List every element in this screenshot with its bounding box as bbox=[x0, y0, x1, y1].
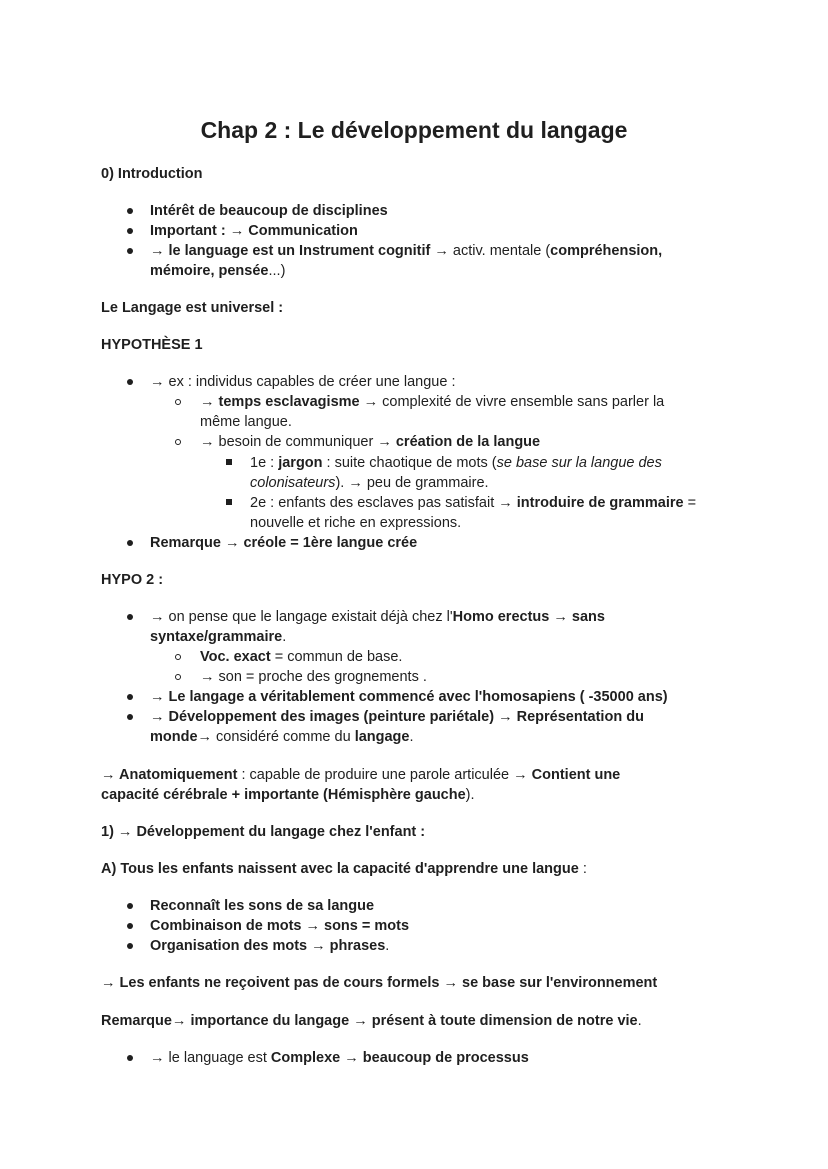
sectionA-heading bbox=[101, 859, 587, 879]
section1-heading: 1) → Développement du langage chez l'enfant : bbox=[101, 824, 426, 840]
remark2-line bbox=[101, 1011, 642, 1031]
intro-item-2-value: Communication bbox=[248, 223, 358, 239]
bullet-dot bbox=[127, 228, 133, 234]
intro-item-2 bbox=[150, 221, 358, 241]
children-line: → Les enfants ne reçoivent pas de cours formels → se base sur l'environnement bbox=[101, 975, 658, 991]
anatomy-line1 bbox=[101, 765, 620, 785]
anatomy-line2 bbox=[101, 785, 475, 805]
text: : capable de produire une parole bbox=[237, 767, 455, 783]
intro-item-1: Intérêt de beaucoup de disciplines bbox=[150, 203, 388, 219]
text: . bbox=[409, 729, 414, 745]
text: . bbox=[385, 938, 390, 954]
text-bold: → introduire de grammaire bbox=[498, 495, 684, 511]
bullet-circle bbox=[175, 654, 181, 660]
hypo2-sub1 bbox=[200, 647, 402, 667]
text: = bbox=[683, 495, 697, 511]
hypo1-heading: HYPOTHÈSE 1 bbox=[101, 337, 203, 353]
bullet-square bbox=[226, 459, 232, 465]
text-bold: → Anatomiquement bbox=[101, 767, 238, 783]
bullet-dot bbox=[127, 208, 133, 214]
hypo2-line3: → Développement des images (peinture pariétale) → Représentation du bbox=[150, 709, 644, 725]
text: ). → peu de grammaire. bbox=[335, 475, 489, 491]
text: . bbox=[282, 629, 287, 645]
hypo2-sub2: → son = proche des grognements . bbox=[200, 669, 427, 685]
text: 2e : enfants des esclaves pas satisfait bbox=[250, 495, 499, 511]
text: . bbox=[637, 1013, 642, 1029]
bullet-dot bbox=[127, 379, 133, 385]
hypo1-sq1-cont bbox=[250, 473, 489, 493]
hypo2-line3-cont bbox=[150, 727, 414, 747]
intro-item-3-cont bbox=[150, 261, 285, 281]
text: articulée bbox=[454, 767, 510, 783]
text-bold: Voc. exact bbox=[200, 649, 271, 665]
bullet-circle bbox=[175, 399, 181, 405]
intro-item-2-label: Important : → bbox=[150, 223, 249, 239]
hypo1-sub1 bbox=[200, 392, 664, 412]
page-title: Chap 2 : Le développement du langage bbox=[200, 117, 628, 143]
last-line bbox=[150, 1048, 529, 1068]
text: → le language est bbox=[150, 1050, 271, 1066]
text-bold: syntaxe/grammaire bbox=[150, 629, 283, 645]
sectionA-item-1: Reconnaît les sons de sa langue bbox=[150, 898, 375, 914]
hypo2-line2: → Le langage a véritablement commencé avec l'homosapiens ( -35000 ans) bbox=[150, 689, 668, 705]
text-italic: se base sur la langue des bbox=[496, 455, 662, 471]
text-italic: colonisateurs bbox=[250, 475, 336, 491]
text: : suite chaotique de mots ( bbox=[322, 455, 497, 471]
hypo1-sq1 bbox=[250, 453, 662, 473]
bullet-dot bbox=[127, 248, 133, 254]
text: → complexité de vivre ensemble sans parler la bbox=[359, 394, 665, 410]
bullet-circle bbox=[175, 674, 181, 680]
text-bold: langage bbox=[354, 729, 410, 745]
text-bold: Complexe → beaucoup de processus bbox=[270, 1050, 529, 1066]
text-bold: → création de la langue bbox=[377, 434, 541, 450]
bullet-dot bbox=[127, 714, 133, 720]
text-bold: capacité cérébrale + importante (Hémisphère gauche bbox=[101, 787, 466, 803]
bullet-circle bbox=[175, 439, 181, 445]
text-bold: → le language est un Instrument cognitif bbox=[150, 243, 431, 259]
text-bold: jargon bbox=[278, 455, 323, 471]
bullet-dot bbox=[127, 1055, 133, 1061]
sectionA-item-3 bbox=[150, 936, 389, 956]
text: : bbox=[578, 861, 587, 877]
text: → considéré comme du bbox=[197, 729, 355, 745]
hypo1-remark: Remarque → créole = 1ère langue crée bbox=[150, 535, 418, 551]
hypo1-sq2-cont: nouvelle et riche en expressions. bbox=[250, 515, 462, 531]
text-bold: A) Tous les enfants naissent avec la capacité d'apprendre une langue bbox=[101, 861, 579, 877]
text: = commun de base. bbox=[270, 649, 403, 665]
intro-item-3 bbox=[150, 241, 662, 261]
hypo1-sub2 bbox=[200, 432, 540, 452]
hypo2-line1 bbox=[150, 607, 605, 627]
text-bold: → temps esclavagisme bbox=[200, 394, 360, 410]
text-bold: monde bbox=[150, 729, 198, 745]
text-bold: compréhension, bbox=[550, 243, 663, 259]
text-bold: mémoire, pensée bbox=[150, 263, 269, 279]
universal-heading: Le Langage est universel : bbox=[101, 300, 284, 316]
text-bold: Remarque→ importance du langage → présent à toute dimension de notre vie bbox=[101, 1013, 638, 1029]
intro-heading: 0) Introduction bbox=[101, 166, 203, 182]
text: → activ. mentale ( bbox=[430, 243, 551, 259]
hypo1-ex: → ex : individus capables de créer une langue : bbox=[150, 374, 456, 390]
text-bold: → Contient une bbox=[509, 767, 621, 783]
text: ...) bbox=[268, 263, 286, 279]
hypo2-line1-cont bbox=[150, 627, 286, 647]
bullet-dot bbox=[127, 540, 133, 546]
hypo2-heading: HYPO 2 : bbox=[101, 572, 164, 588]
hypo1-sub1-cont: même langue. bbox=[200, 414, 292, 430]
bullet-dot bbox=[127, 614, 133, 620]
text: → on pense que le langage existait déjà chez l' bbox=[150, 609, 453, 625]
hypo1-sq2 bbox=[250, 493, 696, 513]
bullet-dot bbox=[127, 943, 133, 949]
sectionA-item-2: Combinaison de mots → sons = mots bbox=[150, 918, 410, 934]
text: 1e : bbox=[250, 455, 279, 471]
bullet-dot bbox=[127, 694, 133, 700]
text-bold: Organisation des mots → phrases bbox=[150, 938, 386, 954]
bullet-square bbox=[226, 499, 232, 505]
bullet-dot bbox=[127, 923, 133, 929]
text-bold: Homo erectus → sans bbox=[452, 609, 605, 625]
bullet-dot bbox=[127, 903, 133, 909]
text: → besoin de communiquer bbox=[200, 434, 378, 450]
text: ). bbox=[465, 787, 475, 803]
